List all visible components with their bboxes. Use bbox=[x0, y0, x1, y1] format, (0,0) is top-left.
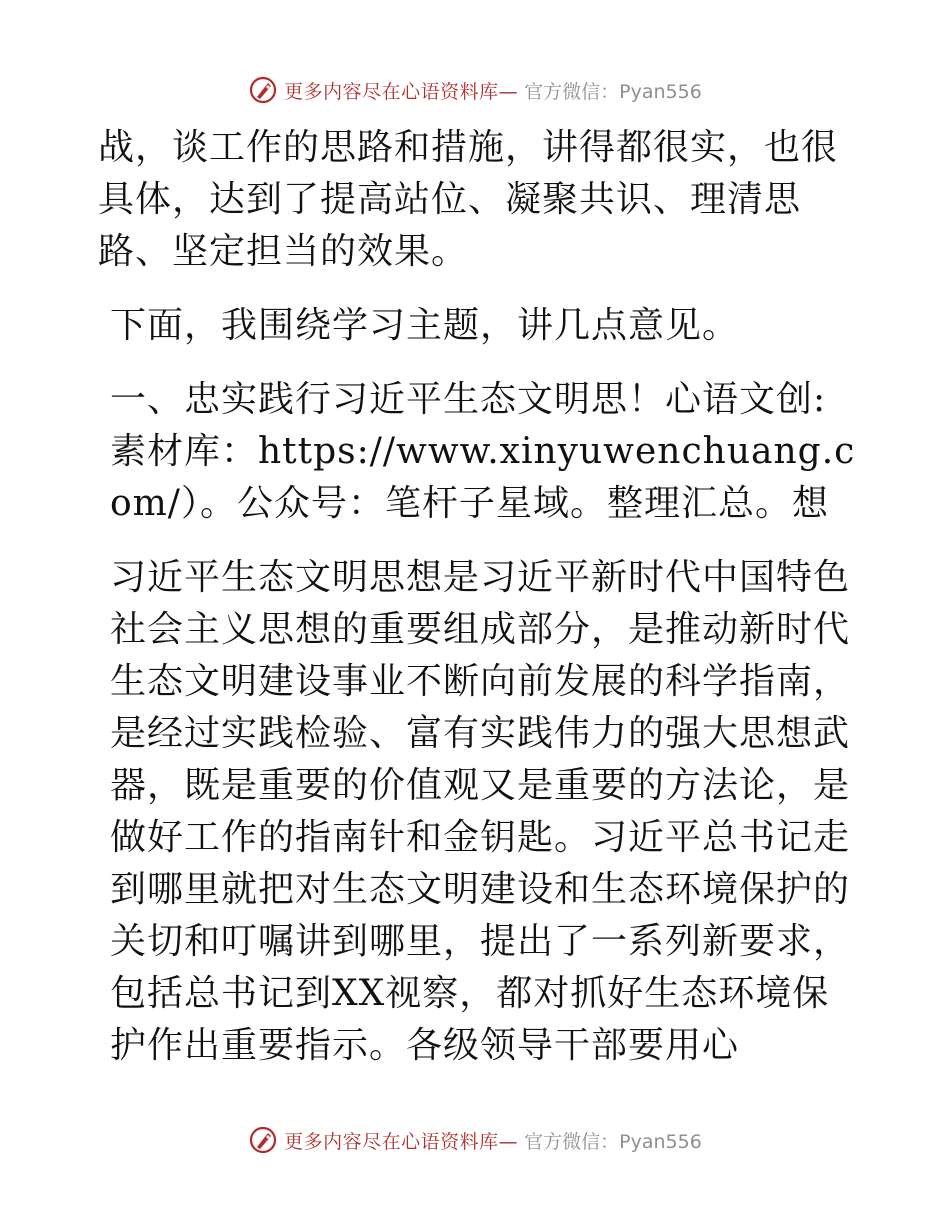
banner-library-text: 更多内容尽在心语资料库— bbox=[284, 80, 519, 103]
paragraph-2: 下面，我围绕学习主题，讲几点意见。 bbox=[110, 305, 740, 346]
footer-banner bbox=[0, 1120, 950, 1160]
paragraph-3: 一、忠实践行习近平生态文明思！心语文创:素材库：https://www.xinyuwenchuang.com/）。公众号：笔杆子星域。整理汇总。想 bbox=[110, 379, 856, 524]
header-banner bbox=[0, 70, 950, 110]
banner-wechat-text: 官方微信：Pyan556 bbox=[524, 1130, 702, 1153]
pen-nib-logo-icon bbox=[248, 1125, 278, 1155]
header-banner-inner bbox=[248, 75, 702, 105]
pen-nib-logo-icon bbox=[248, 75, 278, 105]
paragraph-1: 战，谈工作的思路和措施，讲得都很实，也很具体，达到了提高站位、凝聚共识、理清思路、坚定担当的效果。 bbox=[98, 127, 839, 272]
banner-wechat-text: 官方微信：Pyan556 bbox=[524, 80, 702, 103]
banner-library-text: 更多内容尽在心语资料库— bbox=[284, 1130, 519, 1153]
footer-banner-inner bbox=[248, 1125, 702, 1155]
document-body bbox=[98, 122, 858, 1072]
paragraph-4: 习近平生态文明思想是习近平新时代中国特色社会主义思想的重要组成部分，是推动新时代生态文明建设事业不断向前发展的科学指南，是经过实践检验、富有实践伟力的强大思想武器，既是重要的价值观又是重要的方法论，是做好工作的指南针和金钥匙。习近平总书记走到哪里就把对生态文明建设和生态环境保护的关切和叮嘱讲到哪里，提出了一系列新要求，包括总书记到XX视察，都对抓好生态环境保护作出重要指示。各级领导干部要用心 bbox=[110, 557, 851, 1066]
